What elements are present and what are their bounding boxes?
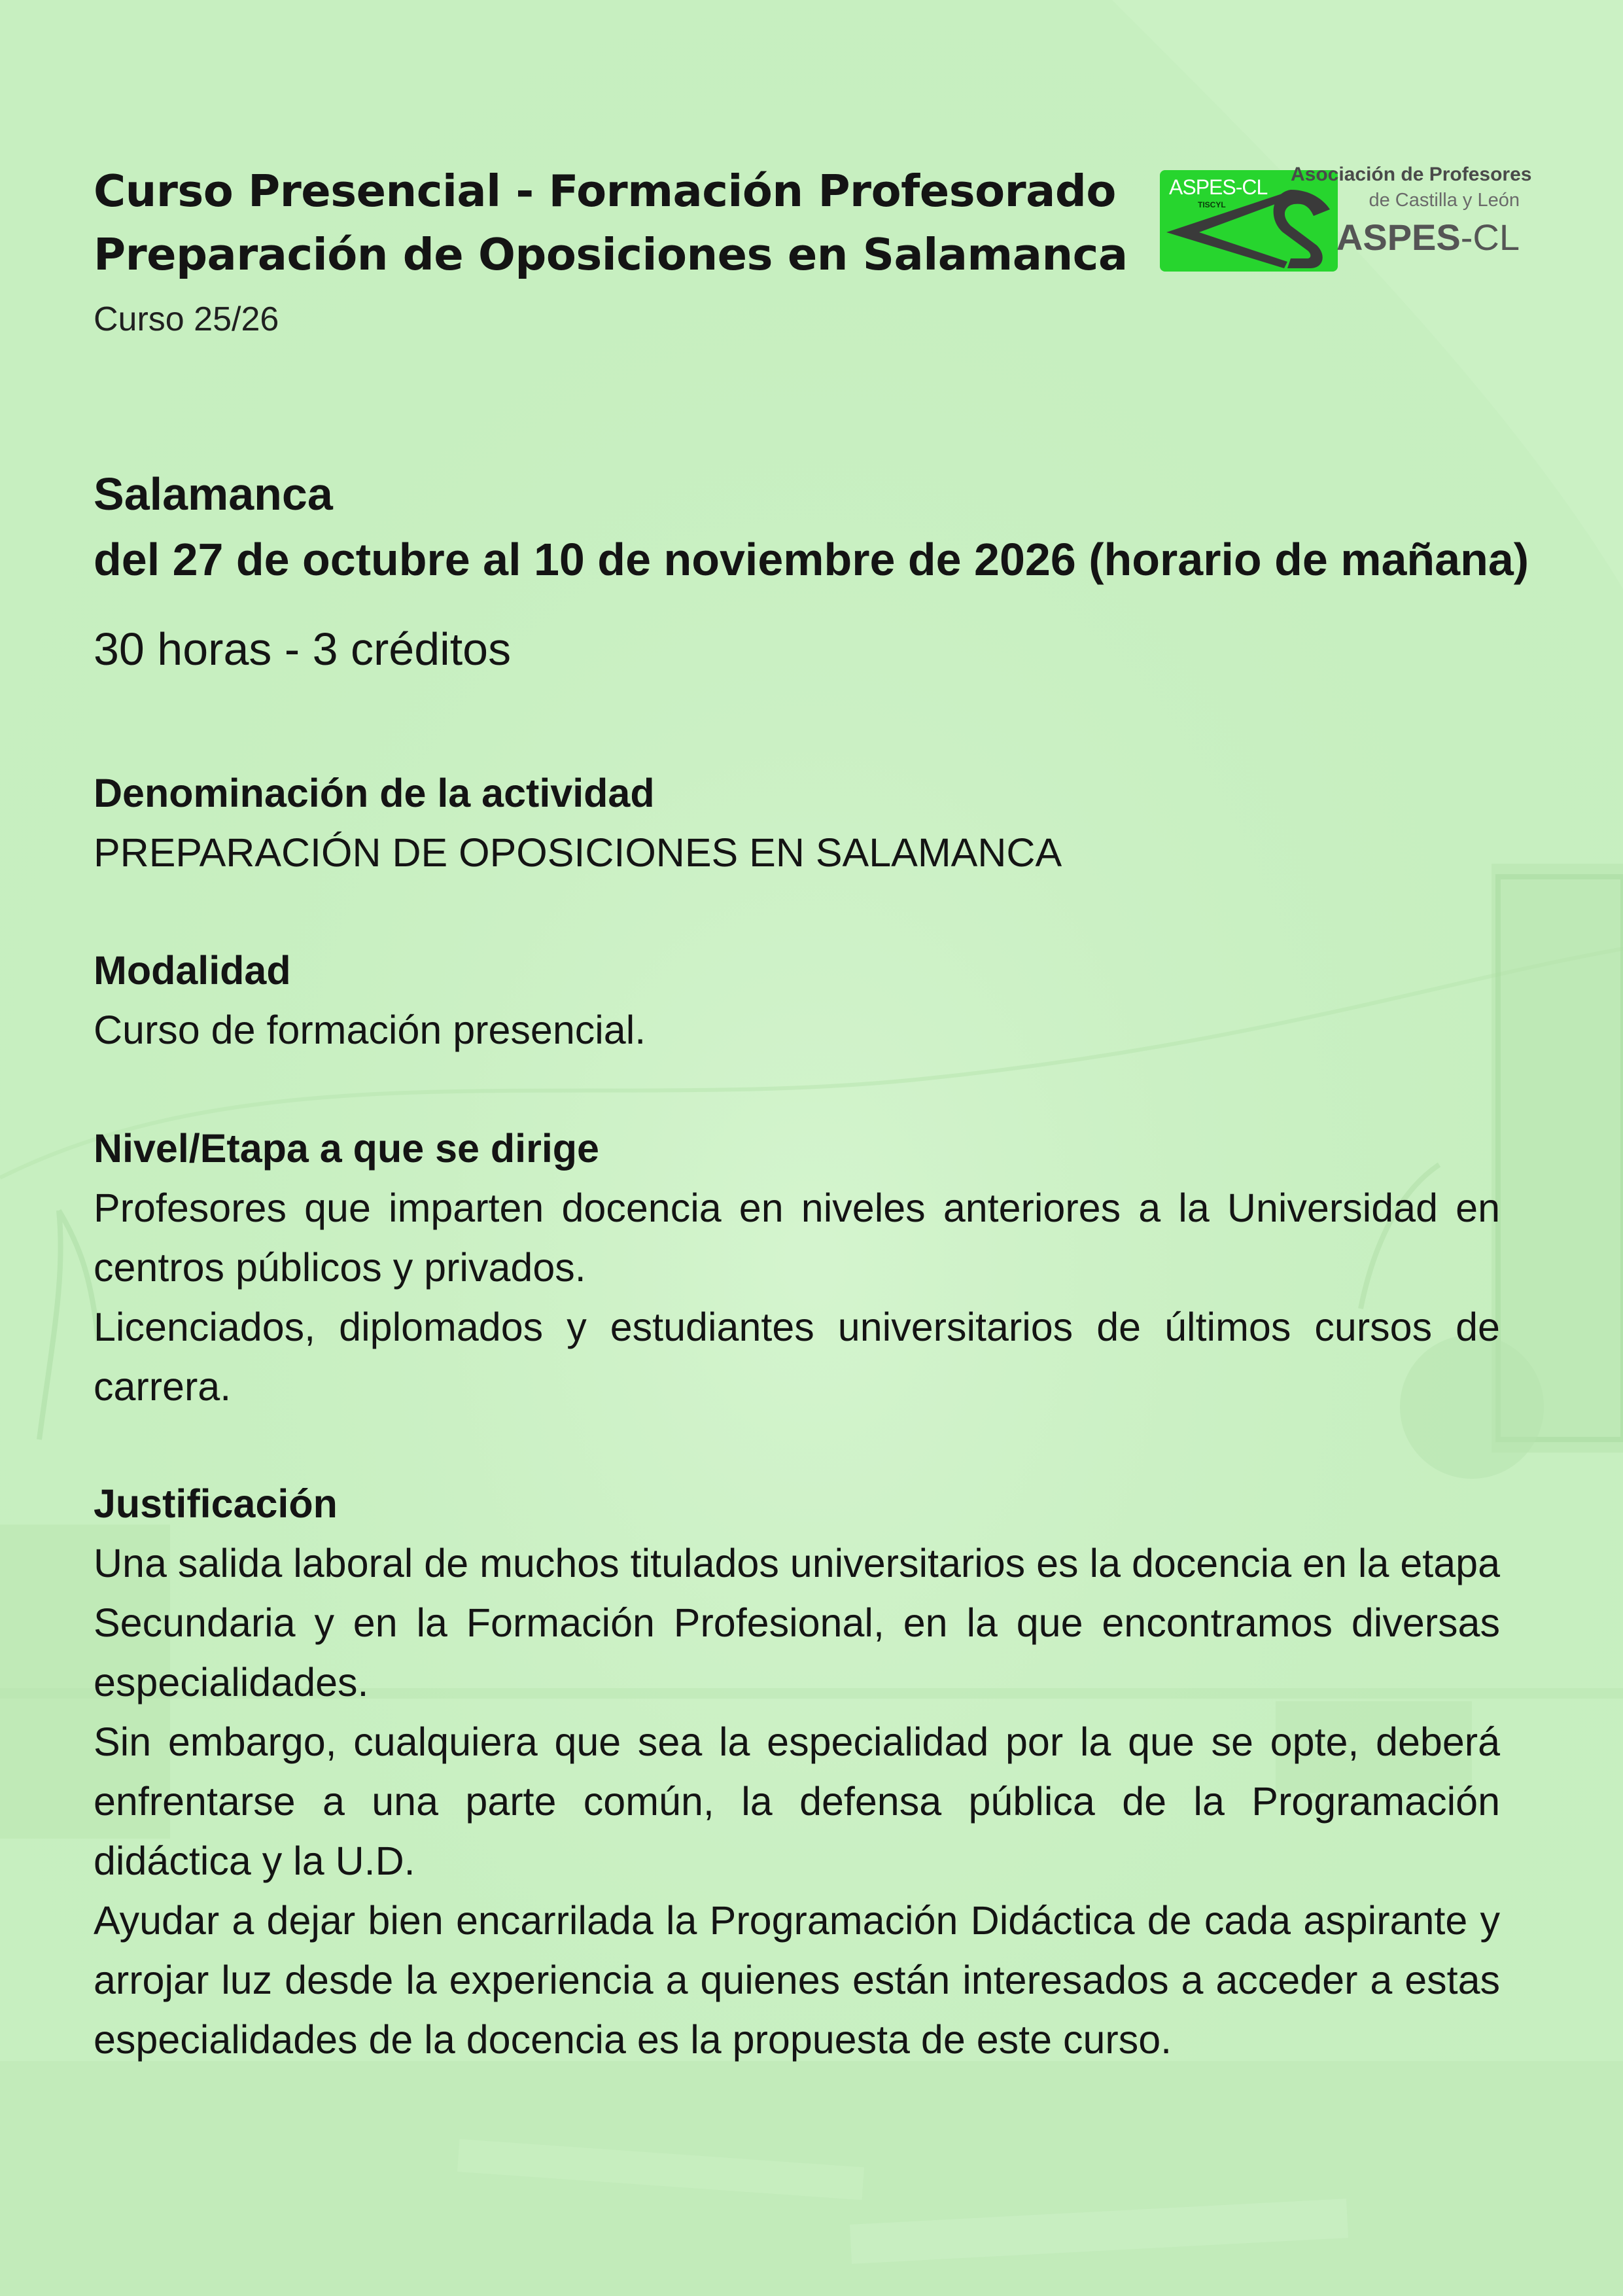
document-title — [94, 160, 1128, 287]
section-body: Curso de formación presencial. — [94, 1008, 646, 1052]
logo-name-strong: ASPES — [1336, 217, 1461, 258]
logo-association-text: Asociación de Profesores — [1291, 164, 1532, 185]
section-justificacion — [94, 1474, 1500, 2070]
aspes-cl-logo — [1160, 164, 1532, 275]
logo-name-rest: -CL — [1460, 217, 1520, 258]
logo-badge-subtext: TISCYL — [1198, 200, 1226, 209]
course-year: Curso 25/26 — [94, 300, 279, 338]
section-heading: Denominación de la actividad — [94, 771, 655, 815]
event-dates: del 27 de octubre al 10 de noviembre de 2026 (horario de mañana) — [94, 534, 1529, 585]
logo-region-text: de Castilla y León — [1369, 190, 1520, 211]
title-line-1: Curso Presencial - Formación Profesorado — [94, 166, 1116, 217]
section-denominacion — [94, 764, 1500, 883]
section-paragraph: Licenciados, diplomados y estudiantes universitarios de últimos cursos de carrera. — [94, 1305, 1500, 1409]
section-paragraph: Sin embargo, cualquiera que sea la especialidad por la que se opte, deberá enfrentarse a una parte común, la defensa pública de la Programación didáctica y la U.D. — [94, 1720, 1500, 1883]
event-hours-credits: 30 horas - 3 créditos — [94, 624, 512, 675]
section-heading: Nivel/Etapa a que se dirige — [94, 1126, 599, 1171]
section-nivel-etapa — [94, 1119, 1500, 1417]
section-paragraph: Profesores que imparten docencia en niveles anteriores a la Universidad en centros públicos y privados. — [94, 1186, 1500, 1290]
section-heading: Modalidad — [94, 948, 291, 993]
logo-badge-text: ASPES-CL — [1169, 175, 1268, 199]
event-city: Salamanca — [94, 468, 333, 520]
section-modalidad — [94, 941, 1500, 1060]
section-paragraph: Ayudar a dejar bien encarrilada la Programación Didáctica de cada aspirante y arrojar luz desde la experiencia a quienes están interesados a acceder a estas especialidades de la docencia es la propuesta de este curso. — [94, 1898, 1500, 2062]
section-paragraph: Una salida laboral de muchos titulados universitarios es la docencia en la etapa Secundaria y en la Formación Profesional, en la que encontramos diversas especialidades. — [94, 1541, 1500, 1704]
logo-name — [1323, 216, 1520, 258]
title-line-2: Preparación de Oposiciones en Salamanca — [94, 229, 1128, 280]
section-heading: Justificación — [94, 1481, 338, 1526]
section-body: PREPARACIÓN DE OPOSICIONES EN SALAMANCA — [94, 830, 1062, 875]
